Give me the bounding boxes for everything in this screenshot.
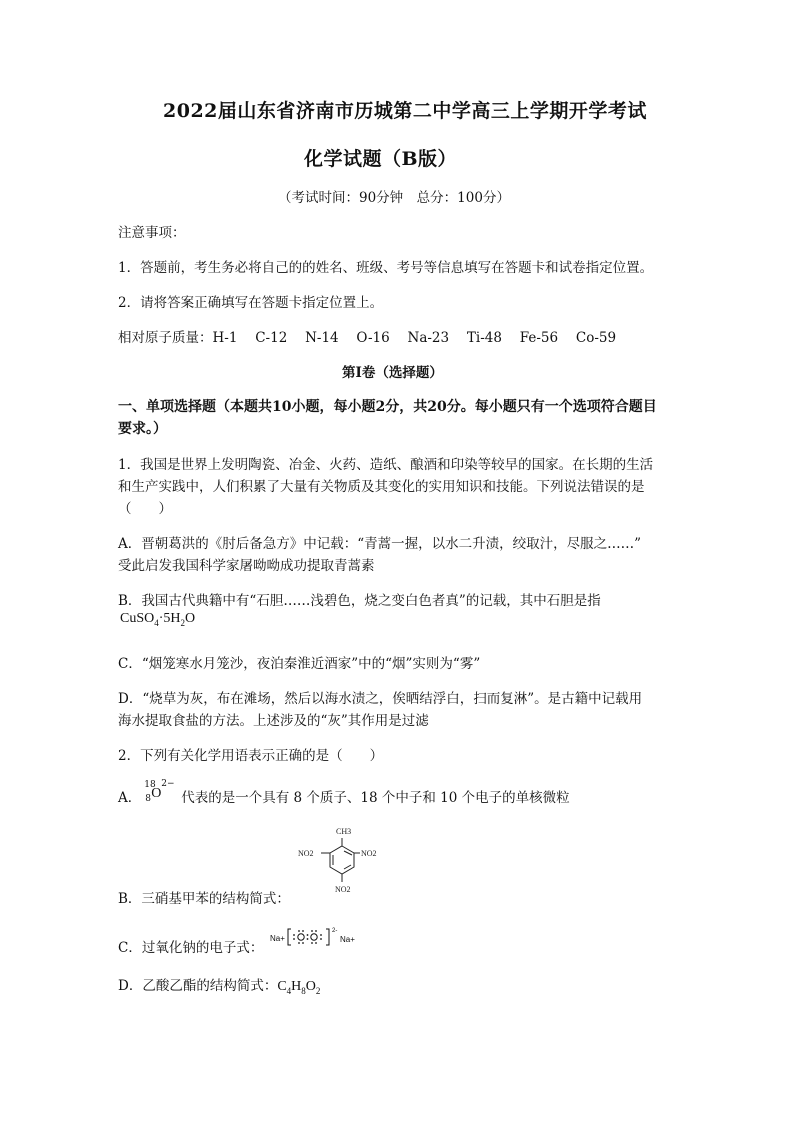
q1-stem-line2: 和生产实践中，人们积累了大量有关物质及其变化的实用知识和技能。下列说法错误的是 (118, 479, 645, 495)
sodium-ion-right: Na+ (340, 935, 355, 944)
sodium-peroxide-electron-formula (268, 926, 364, 948)
notes-item-2: 2．请将答案正确填写在答题卡指定位置上。 (118, 295, 384, 311)
ethyl-acetate-formula: $C_4H_8O_2$ (277, 979, 321, 996)
section-heading-line1: 一、单项选择题（本题共10小题，每小题2分，共20分。每小题只有一个选项符合题目 (118, 399, 657, 415)
q2-option-d: D．乙酸乙酯的结构简式：$C_4H_8O_2$ (118, 978, 321, 996)
oxygen-ion-symbol: 18 8 O 2− (144, 779, 175, 804)
q2-stem: 2．下列有关化学用语表示正确的是（ ） (118, 748, 384, 764)
q1-option-c: C．“烟笼寒水月笼沙，夜泊秦淮近酒家”中的“烟”实则为“雾” (118, 656, 481, 672)
trinitrotoluene-structure (290, 822, 390, 896)
nitro-bottom-label: NO2 (335, 885, 351, 894)
nitro-left-label: NO2 (298, 849, 314, 858)
methyl-label: CH3 (336, 827, 352, 836)
peroxide-charge: 2- (332, 928, 338, 934)
atomic-masses: 相对原子质量：H-1 C-12 N-14 O-16 Na-23 Ti-48 Fe-56 Co-59 (118, 330, 617, 346)
q1-option-a-line2: 受此启发我国科学家屠呦呦成功提取青蒿素 (118, 558, 375, 574)
nitro-right-label: NO2 (361, 849, 377, 858)
exam-info: （考试时间：90分钟 总分：100分） (278, 190, 510, 206)
part1-heading: 第Ⅰ卷（选择题） (342, 365, 443, 381)
q1-option-d-line1: D．“烧草为灰，布在滩场，然后以海水渍之，俟晒结浮白，扫而复淋”。是古籍中记载用 (118, 691, 643, 707)
q2-option-a: A． 18 8 O 2− 代表的是一个具有 8 个质子、18 个中子和 10 个电子的单核微粒 (118, 779, 570, 806)
section-heading-line2: 要求。） (118, 421, 167, 437)
q2-option-b: B．三硝基甲苯的结构简式： (118, 891, 290, 907)
sodium-ion-left: Na+ (270, 934, 285, 943)
notes-heading: 注意事项： (118, 225, 186, 241)
q1-option-a-line1: A．晋朝葛洪的《肘后备急方》中记载：“青蒿一握，以水二升渍，绞取汁，尽服之……” (118, 536, 642, 552)
q1-stem-line1: 1．我国是世界上发明陶瓷、冶金、火药、造纸、酿酒和印染等较早的国家。在长期的生活 (118, 457, 654, 473)
q2-option-c: C．过氧化钠的电子式： (118, 940, 264, 956)
page-title: 2022届山东省济南市历城第二中学高三上学期开学考试 (163, 100, 647, 122)
notes-item-1: 1．答题前，考生务必将自己的的姓名、班级、考号等信息填写在答题卡和试卷指定位置。 (118, 260, 654, 276)
q1-option-b-formula: $CuSO_4\cdot 5H_2O$ (120, 611, 196, 628)
page-subtitle: 化学试题（B版） (304, 148, 458, 170)
q1-option-d-line2: 海水提取食盐的方法。上述涉及的“灰”其作用是过滤 (118, 713, 429, 729)
q1-option-b-line1: B．我国古代典籍中有“石胆……浅碧色，烧之变白色者真”的记载，其中石胆是指 (118, 593, 601, 609)
q1-stem-line3: （ ） (118, 501, 172, 517)
